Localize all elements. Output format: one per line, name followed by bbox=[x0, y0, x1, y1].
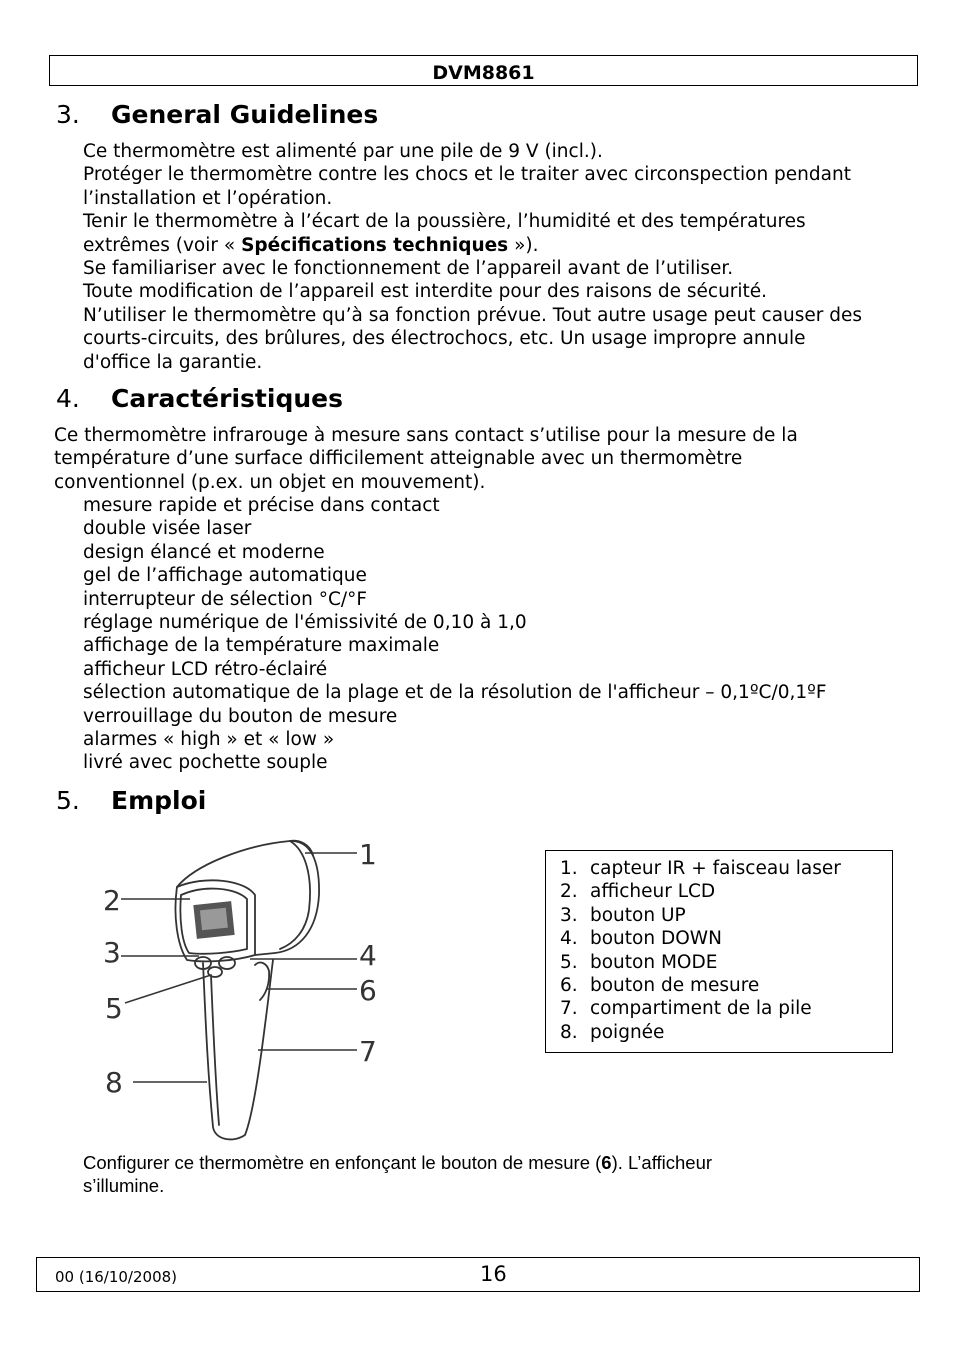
section-3-heading bbox=[56, 100, 556, 130]
legend-number: 8. bbox=[560, 1021, 578, 1043]
list-item: sélection automatique de la plage et de la résolution de l'afficheur – 0,1ºC/0,1ºF bbox=[83, 682, 827, 704]
legend-item bbox=[560, 904, 841, 927]
list-item: alarmes « high » et « low » bbox=[83, 728, 335, 750]
spec-pre: extrêmes (voir « bbox=[83, 234, 242, 256]
legend-text: compartiment de la pile bbox=[590, 998, 812, 1020]
usage-paragraph bbox=[83, 1151, 712, 1198]
section-3-number: 3. bbox=[56, 100, 80, 129]
legend-number: 1. bbox=[560, 858, 578, 879]
legend-text: poignée bbox=[590, 1021, 665, 1043]
text-line: Ce thermomètre est alimenté par une pile de 9 V (incl.). bbox=[83, 141, 603, 162]
list-item: interrupteur de sélection °C/°F bbox=[83, 588, 368, 610]
trigger bbox=[255, 963, 269, 1000]
legend-box bbox=[545, 850, 893, 1053]
section-3-title: General Guidelines bbox=[111, 100, 379, 129]
spec-post: »). bbox=[508, 234, 539, 256]
legend-item bbox=[560, 857, 841, 880]
legend-number: 6. bbox=[560, 974, 578, 996]
text-line: Toute modification de l’appareil est interdite pour des raisons de sécurité. bbox=[83, 281, 768, 303]
list-item: réglage numérique de l'émissivité de 0,10 à 1,0 bbox=[83, 611, 527, 633]
section-4-number: 4. bbox=[56, 384, 80, 413]
legend-item bbox=[560, 951, 841, 974]
text-line: d'office la garantie. bbox=[83, 351, 263, 373]
text-line: Tenir le thermomètre à l’écart de la poussière, l’humidité et des températures bbox=[83, 211, 806, 233]
header-box bbox=[49, 55, 918, 86]
list-item: design élancé et moderne bbox=[83, 541, 325, 563]
callout-4: 4 bbox=[359, 939, 377, 972]
legend-text: bouton DOWN bbox=[590, 928, 722, 950]
model-title: DVM8861 bbox=[432, 62, 535, 84]
section-5-heading bbox=[56, 786, 556, 816]
footer-box bbox=[36, 1257, 920, 1292]
legend-number: 5. bbox=[560, 951, 578, 973]
feature-list bbox=[83, 494, 826, 775]
legend-text: bouton UP bbox=[590, 904, 686, 926]
callout-7: 7 bbox=[359, 1035, 377, 1068]
spec-bold: Spécifications techniques bbox=[241, 234, 509, 256]
callout-5: 5 bbox=[105, 992, 123, 1025]
legend-number: 7. bbox=[560, 998, 578, 1020]
legend-number: 3. bbox=[560, 904, 578, 926]
footer-version: 00 (16/10/2008) bbox=[55, 1268, 178, 1286]
text-line: Se familiariser avec le fonctionnement de l’appareil avant de l’utiliser. bbox=[83, 257, 734, 279]
list-item: affichage de la température maximale bbox=[83, 635, 440, 657]
text-line: l’installation et l’opération. bbox=[83, 187, 333, 209]
para-pre: Configurer ce thermomètre en enfonçant le bouton de mesure ( bbox=[83, 1152, 602, 1173]
text-line: Protéger le thermomètre contre les chocs et le traiter avec circonspection pendant bbox=[83, 164, 851, 186]
text-line: N’utiliser le thermomètre qu’à sa fonction prévue. Tout autre usage peut causer des bbox=[83, 304, 863, 326]
page-number: 16 bbox=[480, 1262, 507, 1286]
text-line-spec bbox=[83, 234, 862, 257]
list-item: livré avec pochette souple bbox=[83, 752, 328, 774]
section-4-intro bbox=[54, 424, 798, 494]
legend-list bbox=[560, 857, 841, 1044]
legend-text: afficheur LCD bbox=[590, 881, 716, 903]
legend-item bbox=[560, 1021, 841, 1044]
text-line: courts-circuits, des brûlures, des électrochocs, etc. Un usage impropre annule bbox=[83, 328, 806, 350]
section-3-body bbox=[83, 140, 862, 374]
list-item: mesure rapide et précise dans contact bbox=[83, 495, 440, 516]
callout-3: 3 bbox=[103, 936, 121, 969]
para-post: ). L’afficheur bbox=[611, 1152, 713, 1173]
list-item: afficheur LCD rétro-éclairé bbox=[83, 658, 328, 680]
legend-text: capteur IR + faisceau laser bbox=[590, 858, 841, 879]
section-5-number: 5. bbox=[56, 786, 80, 815]
text-line: conventionnel (p.ex. un objet en mouvement). bbox=[54, 471, 486, 493]
thermometer-diagram bbox=[95, 835, 395, 1147]
para-bold: 6 bbox=[601, 1152, 612, 1173]
legend-item bbox=[560, 880, 841, 903]
legend-text: bouton de mesure bbox=[590, 974, 760, 996]
list-item: gel de l’affichage automatique bbox=[83, 565, 367, 587]
text-line bbox=[83, 1151, 712, 1174]
callout-8: 8 bbox=[105, 1066, 123, 1099]
legend-item bbox=[560, 974, 841, 997]
button-down bbox=[219, 957, 235, 969]
text-line: température d’une surface difficilement atteignable avec un thermomètre bbox=[54, 448, 743, 470]
legend-number: 2. bbox=[560, 881, 578, 903]
section-4-title: Caractéristiques bbox=[111, 384, 343, 413]
text-line: Ce thermomètre infrarouge à mesure sans contact s’utilise pour la mesure de la bbox=[54, 425, 798, 446]
section-5-title: Emploi bbox=[111, 786, 207, 815]
list-item: double visée laser bbox=[83, 518, 252, 540]
legend-item bbox=[560, 927, 841, 950]
callout-2: 2 bbox=[103, 884, 121, 917]
section-4-heading bbox=[56, 384, 556, 414]
callout-1: 1 bbox=[359, 838, 377, 871]
callout-6: 6 bbox=[359, 974, 377, 1007]
legend-number: 4. bbox=[560, 928, 578, 950]
text-line: s’illumine. bbox=[83, 1175, 165, 1197]
list-item: verrouillage du bouton de mesure bbox=[83, 705, 398, 727]
legend-text: bouton MODE bbox=[590, 951, 718, 973]
legend-item bbox=[560, 997, 841, 1020]
